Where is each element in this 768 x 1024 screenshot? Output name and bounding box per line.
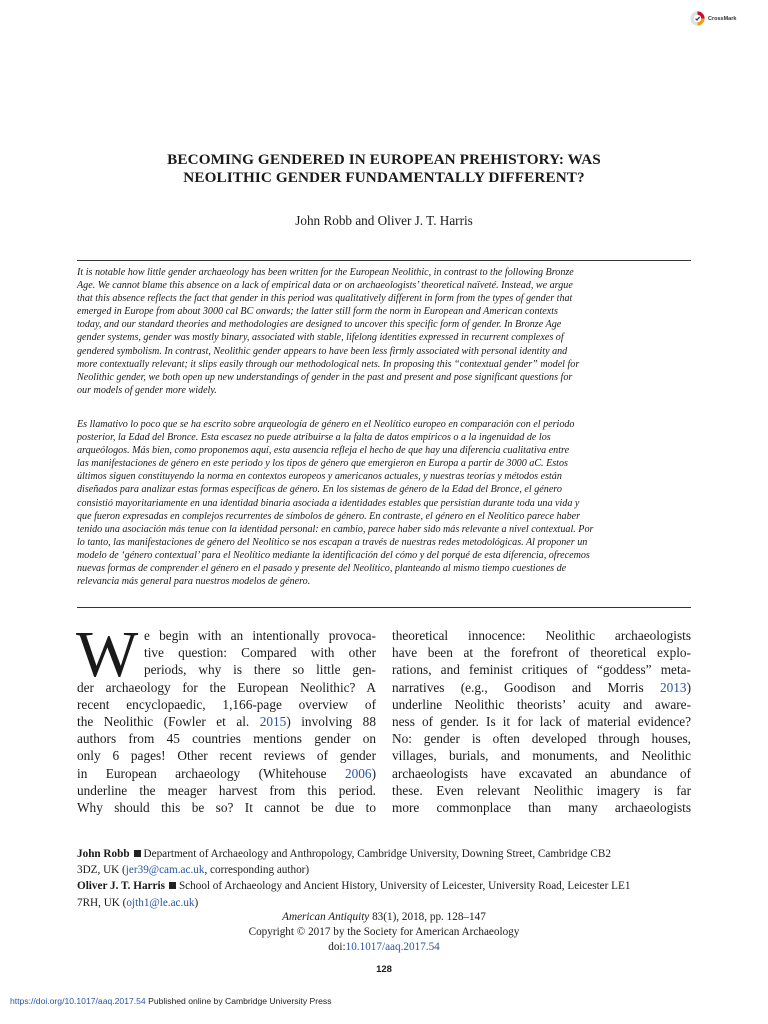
body-line [77, 713, 376, 730]
reference-link-whitehouse-2006[interactable]: 2006 [344, 765, 372, 781]
abstract-line: gendered symbolism. In contrast, Neolithic gender appears to have been less firmly associated with personal identity and [77, 345, 568, 357]
affiliation-line [77, 846, 697, 862]
abstract-line: our models of gender more widely. [77, 384, 217, 396]
body-line: only 6 pages! Other recent reviews of gender [77, 748, 376, 764]
resumen-line: que fueron expresadas en complejos recurrentes de símbolos de género. En contraste, el género en el Neolítico parece haber [77, 510, 581, 522]
footer-doi-link[interactable]: https://doi.org/10.1017/aaq.2017.54 [10, 996, 146, 1006]
affiliation-text: School of Archaeology and Ancient History, University of Leicester, University Road, Leicester LE1 [178, 880, 631, 893]
resumen-line: las manifestaciones de género en este periodo y los tipos de género que emergieron en Europa a partir de 3000 aC. Estos [77, 458, 568, 470]
copyright-line: Copyright © 2017 by the Society for American Archaeology [248, 926, 520, 939]
body-text: ) [686, 679, 691, 695]
resumen-line: nuevas formas de comprender el género en el pasado y presente del Neolítico, planteando al mismo tiempo cuestiones de [77, 563, 567, 575]
footer-text: Published online by Cambridge University Press [145, 996, 332, 1006]
body-line: have been at the forefront of theoretical explo- [392, 645, 691, 661]
body-line: ness of gender. Is it for lack of material evidence? [392, 714, 691, 730]
body-line [77, 765, 376, 782]
body-line: archaeologists have excavated an abundance of [392, 765, 691, 781]
doi-label: doi: [328, 941, 346, 954]
body-line: recent encyclopaedic, 1,166-page overview of [77, 696, 376, 712]
body-line: rations, and feminist critiques of “goddess” meta- [392, 662, 691, 678]
affiliation-text: 7RH, UK ( [77, 896, 127, 909]
affiliation-line [77, 862, 697, 878]
body-text: ) [371, 765, 376, 781]
resumen-line: modelo de ‘género contextual’ para el Neolítico mediante la identificación del cómo y del porqué de esta diferencia, ofrecemos [77, 549, 590, 561]
abstract-english [77, 266, 691, 397]
resumen-line: relevancia más general para nuestros modelos de género. [77, 576, 311, 588]
author-name: Oliver J. T. Harris [77, 880, 165, 893]
doi-link[interactable]: 10.1017/aaq.2017.54 [345, 941, 440, 954]
body-text: ) involving 88 [286, 714, 376, 730]
body-line: No: gender is often developed through houses, [392, 731, 691, 747]
body-line: these. Even relevant Neolithic imagery is far [392, 782, 691, 798]
resumen-line: posterior, la Edad del Bronce. Esta escasez no puede atribuirse a la falta de datos empíricos o a la ingenuidad de los [77, 432, 551, 444]
author-name: John Robb [77, 848, 130, 860]
abstract-line: that this absence reflects the fact that gender in this period was qualitatively different in form from the types of gender that [77, 293, 573, 305]
author-list: John Robb and Oliver J. T. Harris [295, 213, 473, 228]
body-line: authors from 45 countries mentions gender on [77, 731, 376, 747]
abstract-line: Age. We cannot blame this absence on a lack of empirical data or on archaeologists’ theoretical naïveté. Instead, we argue [77, 280, 573, 292]
affiliation-text: 3DZ, UK ( [77, 864, 126, 877]
title-line: BECOMING GENDERED IN EUROPEAN PREHISTORY: WAS [167, 151, 601, 168]
email-link-robb[interactable]: jer39@cam.ac.uk [125, 864, 205, 877]
abstract-spanish [77, 418, 691, 588]
body-line: e begin with an intentionally provoca- [144, 628, 376, 643]
body-line: der archaeology for the European Neolithic? A [77, 679, 376, 695]
resumen-line: consistió mayoritariamente en una identidad binaria asociada a identidades estables que persistían durante toda una vida y [77, 497, 580, 509]
body-line: Why should this be so? It cannot be due to [77, 800, 376, 816]
affiliation-text: , corresponding author) [204, 864, 310, 877]
body-text: in European archaeology (Whitehouse [77, 765, 345, 781]
abstract-line: Neolithic gender, we both open up new understandings of gender in the past and present and pose significant questions for [77, 371, 573, 383]
body-text: the Neolithic (Fowler et al. [77, 714, 260, 730]
journal-name: American Antiquity [282, 911, 370, 923]
citation-text: 83(1), 2018, pp. 128–147 [369, 911, 486, 923]
body-line [392, 679, 691, 696]
page-footer [10, 996, 332, 1006]
article-title [0, 151, 768, 187]
page-number: 128 [376, 964, 392, 975]
abstract-line: today, and our standard theories and methodologies are designed to uncover this specific form of gender. In Bronze Age [77, 319, 562, 331]
citation-line [0, 910, 768, 925]
body-line: more commonplace than many archaeologists [392, 800, 691, 816]
abstract-divider [77, 607, 691, 608]
abstract-line: emerged in Europe from about 3000 cal BC onwards; the latter still form the norm in European and American contexts [77, 306, 558, 318]
abstract-line: gender systems, gender was mostly binary, associated with stable, lifelong identities expressed in recurrent complexes of [77, 332, 564, 344]
crossmark-icon [690, 11, 705, 26]
affiliation-text: ) [194, 896, 199, 909]
resumen-line: Es llamativo lo poco que se ha escrito sobre arqueología de género en el Neolítico europeo en comparación con el periodo [77, 419, 575, 430]
crossmark-badge[interactable] [690, 11, 736, 26]
abstract-line: more contextually relevant; it slips easily through our methodological nets. In proposing this “contextual gender” model for [77, 358, 580, 370]
resumen-line: últimos siguen constituyendo la norma en contextos europeos y americanos actuales, y nuestras teorías y métodos están [77, 471, 562, 483]
email-link-harris[interactable]: ojth1@le.ac.uk [126, 896, 195, 909]
square-bullet-icon [134, 850, 141, 857]
body-line: tive question: Compared with other [144, 645, 376, 661]
square-bullet-icon [169, 882, 176, 889]
body-line: theoretical innocence: Neolithic archaeologists [392, 628, 691, 643]
top-divider [77, 260, 691, 261]
reference-link-fowler-2015[interactable]: 2015 [259, 714, 287, 730]
resumen-line: arqueólogos. Más bien, como proponemos aquí, esta ausencia refleja el hecho de que hay una diferencia cualitativa entre [77, 445, 570, 457]
body-text: narratives (e.g., Goodison and Morris [392, 679, 660, 695]
publication-info [0, 910, 768, 956]
author-affiliations [77, 846, 697, 911]
resumen-line: lo tanto, las manifestaciones de género del Neolítico se nos escapan a través de nuestras redes metodológicas. Al proponer un [77, 536, 588, 548]
body-line: underline Neolithic theorists’ acuity and aware- [392, 696, 691, 712]
resumen-line: tenido una asociación más tenue con la identidad personal: en cambio, parece haber sido más relevante a nivel contextual. Por [77, 523, 594, 535]
body-line: periods, why is there so little gen- [144, 662, 376, 678]
abstract-line: It is notable how little gender archaeology has been written for the European Neolithic, in contrast to the following Bronze [77, 267, 574, 278]
drop-cap: W [76, 618, 139, 691]
body-line: underline the meager harvest from this period. [77, 782, 376, 798]
title-line: NEOLITHIC GENDER FUNDAMENTALLY DIFFERENT? [183, 169, 585, 186]
affiliation-line [77, 878, 697, 894]
body-line: villages, burials, and monuments, and Neolithic [392, 748, 691, 764]
affiliation-text: Department of Archaeology and Anthropology, Cambridge University, Downing Street, Cambridge CB2 [143, 848, 611, 860]
body-column-left [76, 618, 376, 816]
reference-link-goodison-2013[interactable]: 2013 [659, 679, 687, 695]
body-column-right [392, 627, 691, 816]
affiliation-line [77, 895, 697, 911]
doi-line [0, 940, 768, 955]
resumen-line: diseñados para analizar estas formas específicas de género. En los sistemas de género de la Edad del Bronce, el género [77, 484, 562, 496]
crossmark-label: CrossMark [708, 15, 737, 22]
